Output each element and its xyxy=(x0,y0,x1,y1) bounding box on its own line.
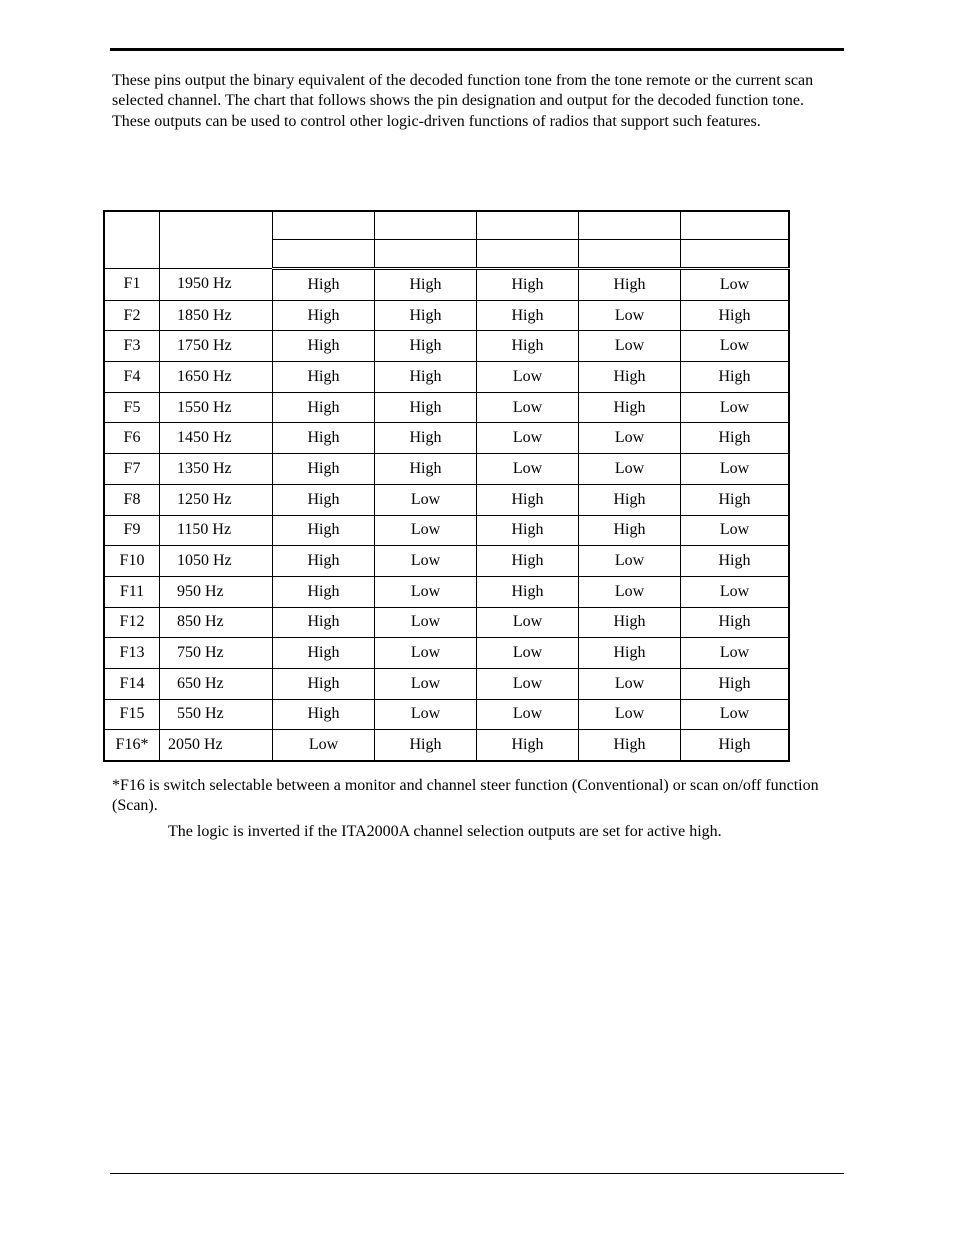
cell-output-1: Low xyxy=(273,730,375,761)
table-row xyxy=(104,392,789,423)
table-row xyxy=(104,515,789,546)
table-row xyxy=(104,576,789,607)
cell-function: F1 xyxy=(104,269,160,301)
cell-output-3: Low xyxy=(477,668,579,699)
cell-output-5: High xyxy=(681,484,790,515)
cell-frequency: 1050 Hz xyxy=(160,546,273,577)
cell-output-2: Low xyxy=(375,607,477,638)
cell-output-5: High xyxy=(681,300,790,331)
cell-output-2: Low xyxy=(375,576,477,607)
cell-output-5: High xyxy=(681,362,790,393)
cell-frequency: 2050 Hz xyxy=(160,730,273,761)
cell-frequency: 1950 Hz xyxy=(160,269,273,301)
cell-output-1: High xyxy=(273,362,375,393)
header-cell-pin-4 xyxy=(579,211,681,240)
cell-output-1: High xyxy=(273,546,375,577)
table-row xyxy=(104,331,789,362)
cell-frequency: 950 Hz xyxy=(160,576,273,607)
cell-output-5: Low xyxy=(681,576,790,607)
bottom-rule xyxy=(110,1173,844,1174)
cell-output-5: Low xyxy=(681,392,790,423)
subheader-cell-5 xyxy=(681,240,790,269)
cell-function: F5 xyxy=(104,392,160,423)
cell-output-3: High xyxy=(477,331,579,362)
cell-output-3: Low xyxy=(477,392,579,423)
cell-output-5: High xyxy=(681,730,790,761)
cell-frequency: 850 Hz xyxy=(160,607,273,638)
cell-output-3: High xyxy=(477,300,579,331)
table-row xyxy=(104,423,789,454)
cell-output-5: Low xyxy=(681,638,790,669)
function-tone-table xyxy=(103,210,790,762)
cell-output-3: High xyxy=(477,484,579,515)
cell-frequency: 1250 Hz xyxy=(160,484,273,515)
table-row xyxy=(104,699,789,730)
footnote: *F16 is switch selectable between a monitor and channel steer function (Conventional) or scan on/off function (Scan). xyxy=(112,777,819,814)
table-row xyxy=(104,454,789,485)
cell-output-1: High xyxy=(273,269,375,301)
cell-output-1: High xyxy=(273,699,375,730)
cell-output-2: High xyxy=(375,730,477,761)
cell-output-5: High xyxy=(681,546,790,577)
cell-output-2: High xyxy=(375,300,477,331)
table-row xyxy=(104,300,789,331)
cell-output-4: High xyxy=(579,269,681,301)
table-row xyxy=(104,546,789,577)
header-cell-pin-1 xyxy=(273,211,375,240)
cell-output-2: High xyxy=(375,331,477,362)
cell-function: F10 xyxy=(104,546,160,577)
cell-output-4: High xyxy=(579,515,681,546)
cell-output-2: Low xyxy=(375,638,477,669)
table-row xyxy=(104,269,789,301)
cell-frequency: 1650 Hz xyxy=(160,362,273,393)
cell-function: F8 xyxy=(104,484,160,515)
cell-output-1: High xyxy=(273,423,375,454)
table-row xyxy=(104,638,789,669)
cell-output-1: High xyxy=(273,638,375,669)
cell-output-3: Low xyxy=(477,607,579,638)
cell-frequency: 750 Hz xyxy=(160,638,273,669)
table-row xyxy=(104,668,789,699)
cell-output-2: Low xyxy=(375,668,477,699)
cell-output-4: Low xyxy=(579,300,681,331)
cell-output-5: Low xyxy=(681,515,790,546)
cell-output-4: High xyxy=(579,484,681,515)
cell-output-4: Low xyxy=(579,576,681,607)
cell-output-3: High xyxy=(477,546,579,577)
cell-output-2: High xyxy=(375,454,477,485)
cell-output-3: High xyxy=(477,515,579,546)
cell-output-2: High xyxy=(375,392,477,423)
table-row xyxy=(104,484,789,515)
cell-function: F7 xyxy=(104,454,160,485)
cell-output-5: High xyxy=(681,423,790,454)
header-cell-function xyxy=(104,211,160,269)
cell-frequency: 650 Hz xyxy=(160,668,273,699)
cell-function: F9 xyxy=(104,515,160,546)
cell-output-2: High xyxy=(375,269,477,301)
cell-function: F14 xyxy=(104,668,160,699)
cell-frequency: 1750 Hz xyxy=(160,331,273,362)
cell-output-3: High xyxy=(477,576,579,607)
subheader-cell-3 xyxy=(477,240,579,269)
subheader-cell-1 xyxy=(273,240,375,269)
cell-output-4: Low xyxy=(579,423,681,454)
cell-frequency: 1450 Hz xyxy=(160,423,273,454)
cell-output-3: High xyxy=(477,269,579,301)
cell-output-1: High xyxy=(273,576,375,607)
intro-paragraph: These pins output the binary equivalent of the decoded function tone from the tone remote or the current scan selected channel. The chart that follows shows the pin designation and output for the decoded function tone. These outputs can be used to control other logic-driven functions of radios that support such features. xyxy=(112,72,814,130)
cell-function: F13 xyxy=(104,638,160,669)
header-cell-pin-5 xyxy=(681,211,790,240)
cell-output-5: High xyxy=(681,607,790,638)
subheader-cell-2 xyxy=(375,240,477,269)
top-rule xyxy=(110,48,844,51)
cell-output-4: High xyxy=(579,638,681,669)
cell-output-2: Low xyxy=(375,484,477,515)
logic-note: The logic is inverted if the ITA2000A channel selection outputs are set for active high. xyxy=(168,823,722,840)
cell-output-1: High xyxy=(273,515,375,546)
cell-output-4: Low xyxy=(579,331,681,362)
table-row xyxy=(104,607,789,638)
cell-output-1: High xyxy=(273,454,375,485)
cell-function: F11 xyxy=(104,576,160,607)
cell-output-5: Low xyxy=(681,454,790,485)
cell-output-1: High xyxy=(273,668,375,699)
cell-output-4: Low xyxy=(579,546,681,577)
cell-output-3: Low xyxy=(477,699,579,730)
cell-output-1: High xyxy=(273,300,375,331)
cell-output-3: Low xyxy=(477,638,579,669)
cell-output-4: High xyxy=(579,607,681,638)
cell-output-3: Low xyxy=(477,454,579,485)
cell-output-4: High xyxy=(579,392,681,423)
cell-output-5: Low xyxy=(681,331,790,362)
cell-function: F12 xyxy=(104,607,160,638)
cell-frequency: 550 Hz xyxy=(160,699,273,730)
cell-output-4: Low xyxy=(579,668,681,699)
cell-function: F2 xyxy=(104,300,160,331)
cell-output-1: High xyxy=(273,392,375,423)
cell-output-4: High xyxy=(579,730,681,761)
cell-function: F15 xyxy=(104,699,160,730)
cell-output-2: High xyxy=(375,423,477,454)
cell-output-3: High xyxy=(477,730,579,761)
cell-output-4: Low xyxy=(579,699,681,730)
cell-output-1: High xyxy=(273,607,375,638)
cell-frequency: 1550 Hz xyxy=(160,392,273,423)
cell-frequency: 1350 Hz xyxy=(160,454,273,485)
cell-frequency: 1150 Hz xyxy=(160,515,273,546)
subheader-cell-4 xyxy=(579,240,681,269)
cell-function: F4 xyxy=(104,362,160,393)
table-body xyxy=(104,211,789,761)
cell-output-2: Low xyxy=(375,515,477,546)
cell-output-4: Low xyxy=(579,454,681,485)
cell-function: F6 xyxy=(104,423,160,454)
cell-output-5: High xyxy=(681,668,790,699)
cell-output-4: High xyxy=(579,362,681,393)
cell-output-5: Low xyxy=(681,699,790,730)
header-cell-pin-3 xyxy=(477,211,579,240)
cell-output-2: High xyxy=(375,362,477,393)
cell-output-1: High xyxy=(273,484,375,515)
cell-output-2: Low xyxy=(375,699,477,730)
header-cell-pin-2 xyxy=(375,211,477,240)
cell-output-3: Low xyxy=(477,423,579,454)
cell-frequency: 1850 Hz xyxy=(160,300,273,331)
cell-output-5: Low xyxy=(681,269,790,301)
cell-function: F16* xyxy=(104,730,160,761)
table-row xyxy=(104,362,789,393)
table-header-row xyxy=(104,211,789,240)
cell-output-3: Low xyxy=(477,362,579,393)
cell-output-2: Low xyxy=(375,546,477,577)
cell-output-1: High xyxy=(273,331,375,362)
table-row xyxy=(104,730,789,761)
header-cell-frequency xyxy=(160,211,273,269)
cell-function: F3 xyxy=(104,331,160,362)
